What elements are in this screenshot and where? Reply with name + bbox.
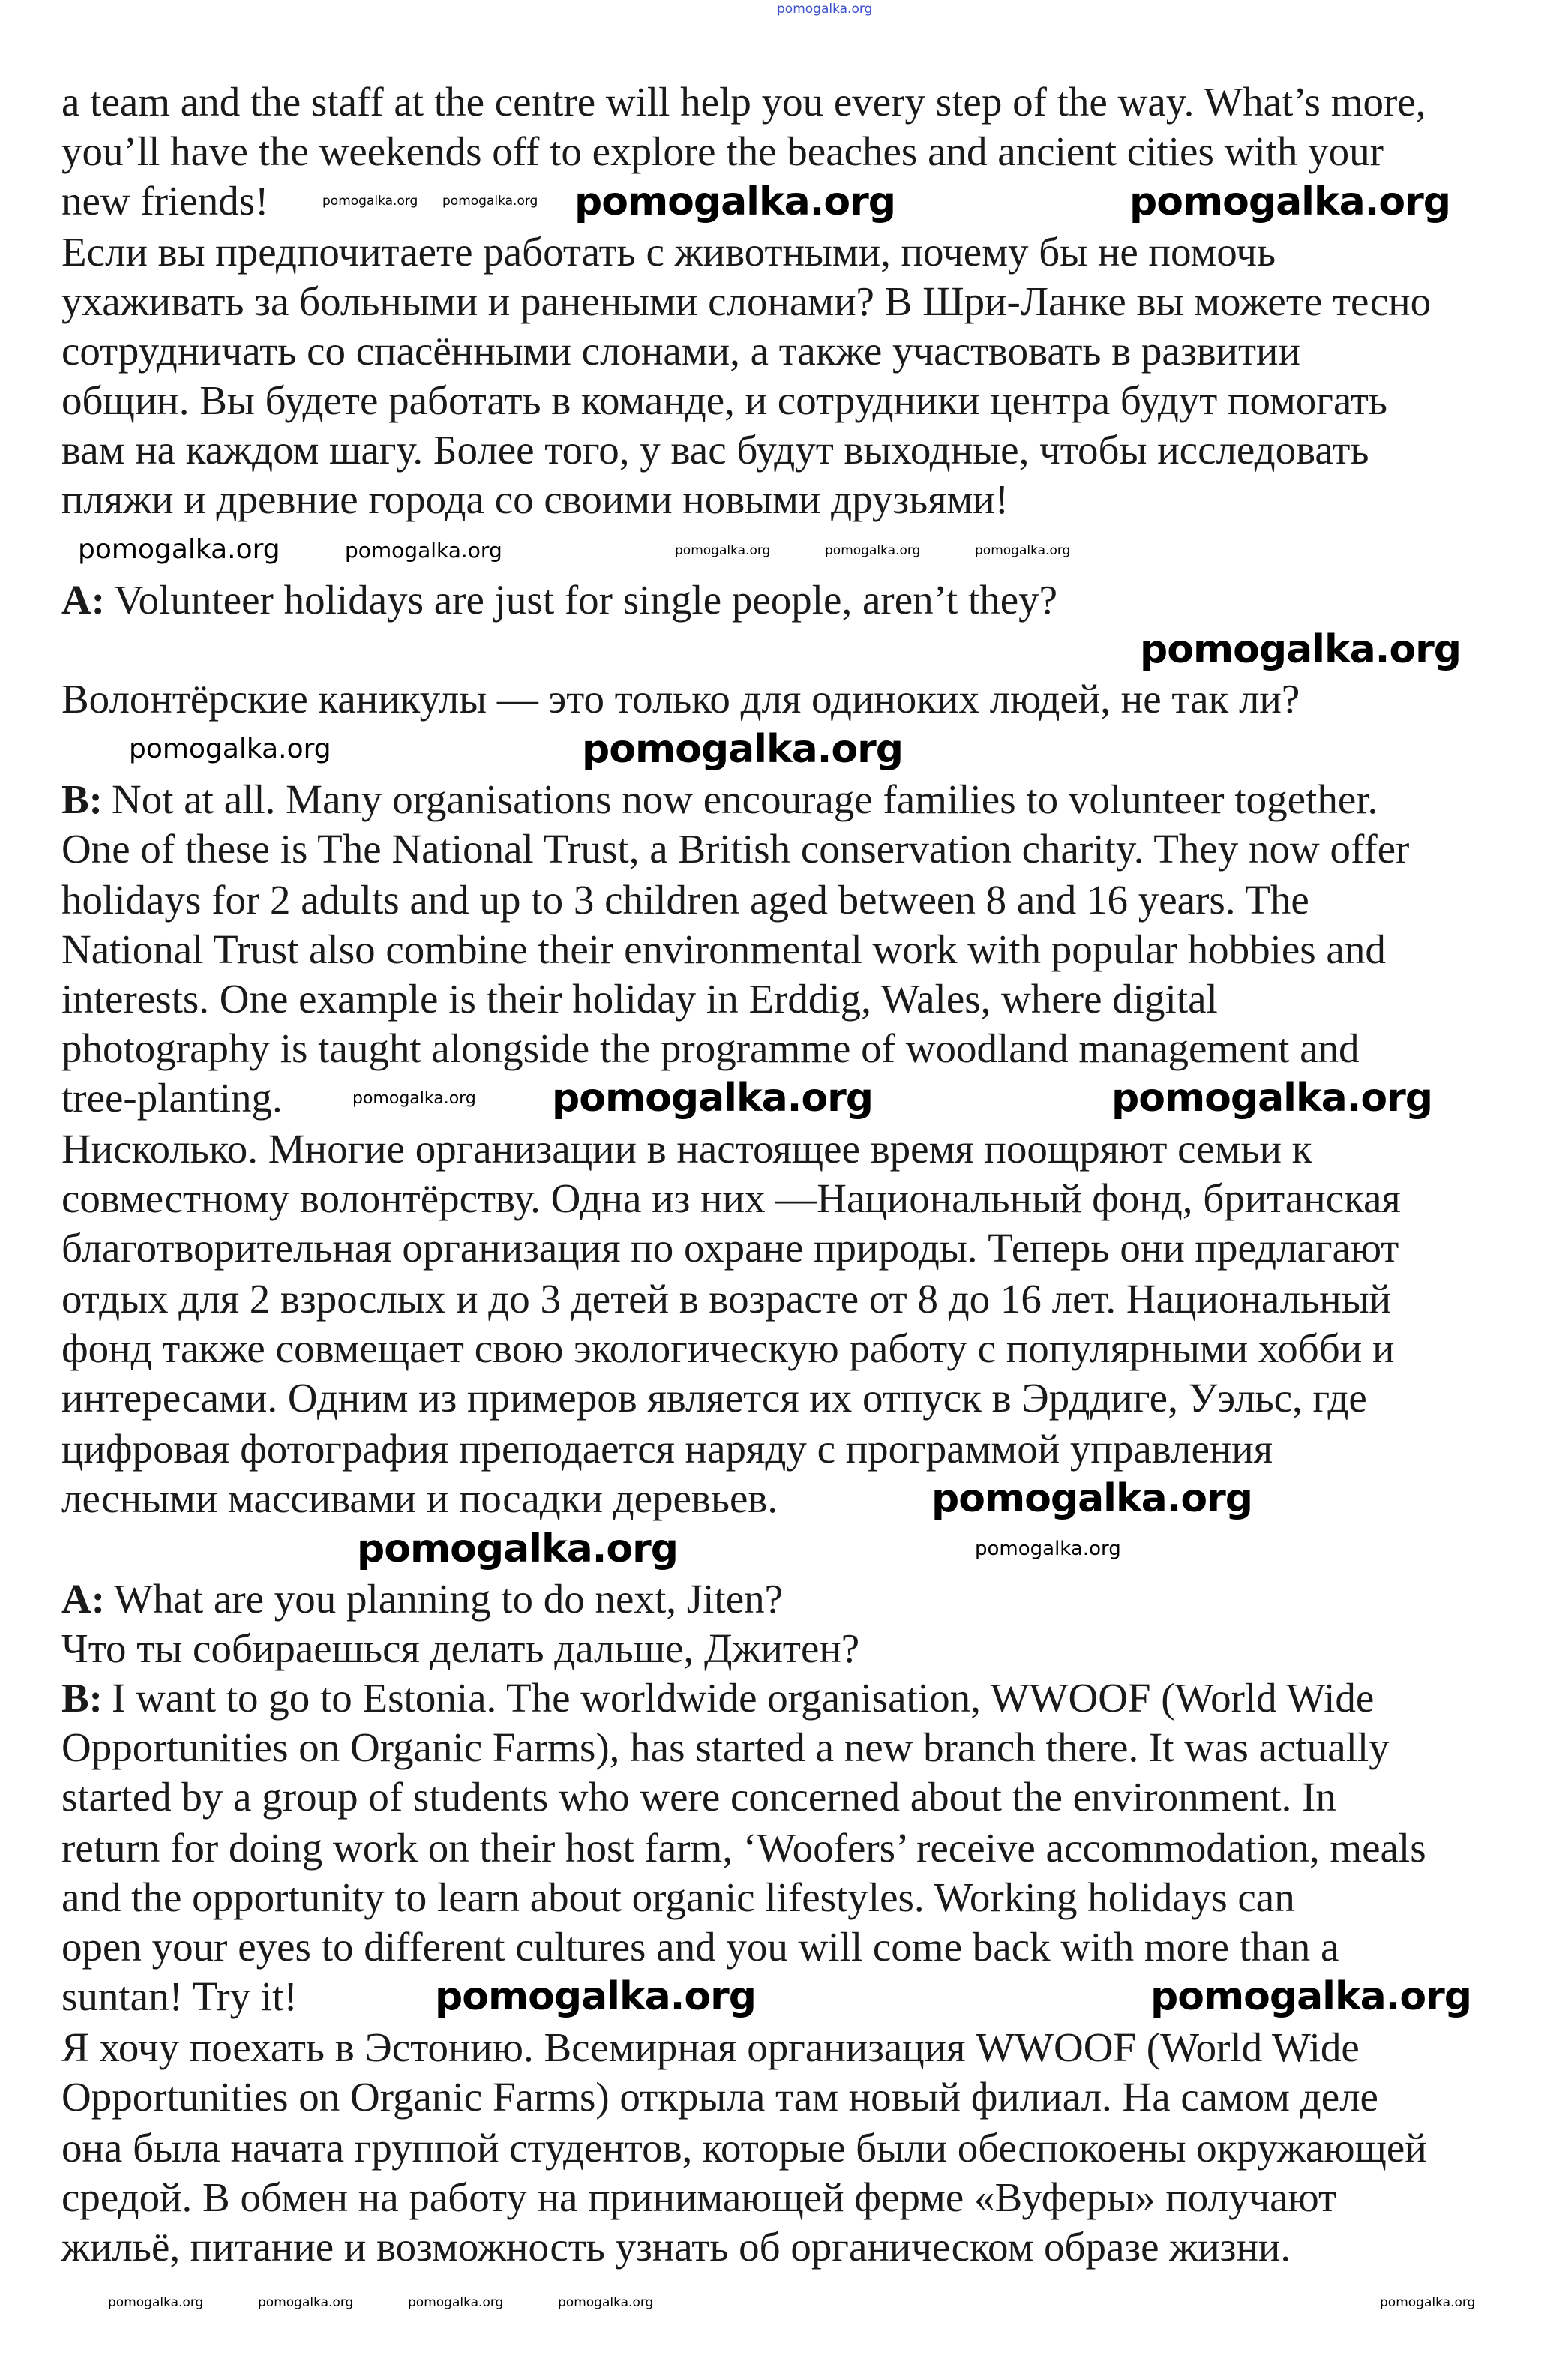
text-line: [61, 475, 1009, 524]
text-line: [61, 1324, 1394, 1373]
speaker-label: B:: [61, 1675, 103, 1721]
watermark: pomogalka.org: [1380, 2295, 1476, 2310]
line-text: совместному волонтёрству. Одна из них —Национальный фонд, британская: [61, 1175, 1401, 1221]
text-line: [61, 1772, 1336, 1822]
line-text: Not at all. Many organisations now encourage families to volunteer together.: [112, 776, 1378, 822]
line-text: tree-planting.: [61, 1075, 283, 1121]
dialogue-line: [61, 1574, 783, 1624]
text-line: [61, 1823, 1426, 1873]
text-line: [61, 1424, 1273, 1474]
line-text: Если вы предпочитаете работать с животными, почему бы не помочь: [61, 229, 1276, 275]
line-text: общин. Вы будете работать в команде, и сотрудники центра будут помогать: [61, 377, 1387, 423]
watermark: pomogalka.org: [825, 543, 921, 558]
line-text: сотрудничать со спасёнными слонами, а также участвовать в развитии: [61, 328, 1300, 374]
watermark: pomogalka.org: [975, 543, 1071, 558]
watermark: pomogalka.org: [552, 1076, 874, 1121]
dialogue-line: [61, 775, 1378, 824]
text-line: [61, 1274, 1391, 1324]
text-line: [61, 2123, 1427, 2173]
line-text: What are you planning to do next, Jiten?: [114, 1576, 784, 1622]
header-watermark: pomogalka.org: [777, 2, 873, 17]
text-line: [61, 2173, 1336, 2222]
watermark: pomogalka.org: [435, 1974, 757, 2019]
line-text: она была начата группой студентов, которые были обеспокоены окружающей: [61, 2125, 1427, 2171]
text-line: [61, 2222, 1291, 2272]
line-text: лесными массивами и посадки деревьев.: [61, 1475, 778, 1521]
watermark: pomogalka.org: [108, 2295, 204, 2310]
line-text: Volunteer holidays are just for single people, aren’t they?: [114, 577, 1058, 623]
text-line: [61, 2072, 1378, 2122]
line-text: I want to go to Estonia. The worldwide organisation, WWOOF (World Wide: [112, 1675, 1375, 1721]
watermark: pomogalka.org: [322, 194, 418, 209]
dialogue-line: [61, 575, 1057, 625]
line-text: return for doing work on their host farm, ‘Woofers’ receive accommodation, meals: [61, 1825, 1426, 1871]
text-line: [61, 1174, 1401, 1223]
line-text: interests. One example is their holiday in Erddig, Wales, where digital: [61, 976, 1218, 1022]
text-line: [61, 1873, 1295, 1922]
text-line: [61, 425, 1369, 475]
watermark: pomogalka.org: [574, 179, 896, 224]
watermark: pomogalka.org: [442, 194, 538, 209]
line-text: отдых для 2 взрослых и до 3 детей в возрасте от 8 до 16 лет. Национальный: [61, 1276, 1392, 1322]
line-text: a team and the staff at the centre will help you every step of the way. What’s more,: [61, 79, 1426, 125]
line-text: you’ll have the weekends off to explore the beaches and ancient cities with your: [61, 128, 1384, 174]
text-line: [61, 1024, 1360, 1073]
line-text: Я хочу поехать в Эстонию. Всемирная организация WWOOF (World Wide: [61, 2024, 1360, 2070]
watermark: pomogalka.org: [129, 734, 331, 764]
line-text: new friends!: [61, 178, 269, 224]
line-text: фонд также совмещает свою экологическую работу с популярными хобби и: [61, 1325, 1395, 1371]
text-line: [61, 2023, 1360, 2072]
speaker-label: A:: [61, 1576, 106, 1622]
text-line: [61, 824, 1409, 874]
watermark: pomogalka.org: [1111, 1076, 1433, 1121]
watermark: pomogalka.org: [1150, 1974, 1472, 2019]
line-text: Волонтёрские каникулы — это только для одиноких людей, не так ли?: [61, 676, 1300, 722]
line-text: started by a group of students who were concerned about the environment. In: [61, 1774, 1336, 1820]
watermark: pomogalka.org: [258, 2295, 354, 2310]
watermark: pomogalka.org: [1140, 627, 1462, 672]
watermark: pomogalka.org: [975, 1538, 1121, 1560]
text-line: [61, 1073, 283, 1123]
text-line: [61, 1723, 1390, 1772]
line-text: Нисколько. Многие организации в настоящее время поощряют семьи к: [61, 1126, 1312, 1172]
line-text: holidays for 2 adults and up to 3 children aged between 8 and 16 years. The: [61, 877, 1309, 923]
watermark: pomogalka.org: [78, 534, 280, 565]
watermark: pomogalka.org: [408, 2295, 504, 2310]
watermark: pomogalka.org: [1129, 179, 1451, 224]
line-text: photography is taught alongside the programme of woodland management and: [61, 1025, 1360, 1071]
watermark: pomogalka.org: [357, 1526, 679, 1571]
text-line: [61, 1624, 859, 1673]
text-line: [61, 875, 1309, 925]
line-text: One of these is The National Trust, a British conservation charity. They now offer: [61, 826, 1410, 872]
watermark: pomogalka.org: [675, 543, 771, 558]
watermark: pomogalka.org: [558, 2295, 654, 2310]
text-line: [61, 277, 1431, 326]
line-text: National Trust also combine their environmental work with popular hobbies and: [61, 926, 1386, 972]
line-text: жильё, питание и возможность узнать об органическом образе жизни.: [61, 2224, 1291, 2270]
text-line: [61, 1474, 778, 1523]
text-line: [61, 77, 1426, 127]
text-line: [61, 326, 1300, 376]
line-text: цифровая фотография преподается наряду с программой управления: [61, 1426, 1273, 1472]
text-line: [61, 227, 1276, 277]
text-line: [61, 127, 1384, 176]
text-line: [61, 1223, 1399, 1273]
line-text: ухаживать за больными и ранеными слонами? В Шри-Ланке вы можете тесно: [61, 278, 1432, 324]
line-text: вам на каждом шагу. Более того, у вас будут выходные, чтобы исследовать: [61, 427, 1369, 473]
line-text: интересами. Одним из примеров является их отпуск в Эрддиге, Уэльс, где: [61, 1375, 1367, 1421]
speaker-label: A:: [61, 577, 106, 623]
text-line: [61, 1972, 298, 2021]
line-text: Opportunities on Organic Farms), has started a new branch there. It was actually: [61, 1724, 1390, 1770]
text-line: [61, 674, 1300, 724]
text-line: [61, 176, 268, 226]
text-line: [61, 1922, 1339, 1972]
line-text: средой. В обмен на работу на принимающей ферме «Вуферы» получают: [61, 2174, 1336, 2220]
line-text: Что ты собираешься делать дальше, Джитен?: [61, 1625, 860, 1671]
text-line: [61, 1124, 1312, 1174]
line-text: and the opportunity to learn about organic lifestyles. Working holidays can: [61, 1874, 1295, 1920]
line-text: open your eyes to different cultures and you will come back with more than a: [61, 1924, 1339, 1970]
watermark: pomogalka.org: [931, 1476, 1253, 1521]
watermark: pomogalka.org: [582, 727, 904, 772]
line-text: пляжи и древние города со своими новыми друзьями!: [61, 476, 1009, 522]
text-line: [61, 925, 1386, 974]
text-line: [61, 974, 1218, 1024]
line-text: благотворительная организация по охране природы. Теперь они предлагают: [61, 1225, 1399, 1271]
line-text: suntan! Try it!: [61, 1973, 298, 2019]
speaker-label: B:: [61, 776, 103, 822]
watermark: pomogalka.org: [345, 538, 502, 563]
watermark: pomogalka.org: [352, 1089, 476, 1108]
text-line: [61, 1373, 1367, 1423]
text-line: [61, 376, 1387, 425]
line-text: Opportunities on Organic Farms) открыла там новый филиал. На самом деле: [61, 2074, 1378, 2120]
dialogue-line: [61, 1673, 1374, 1723]
